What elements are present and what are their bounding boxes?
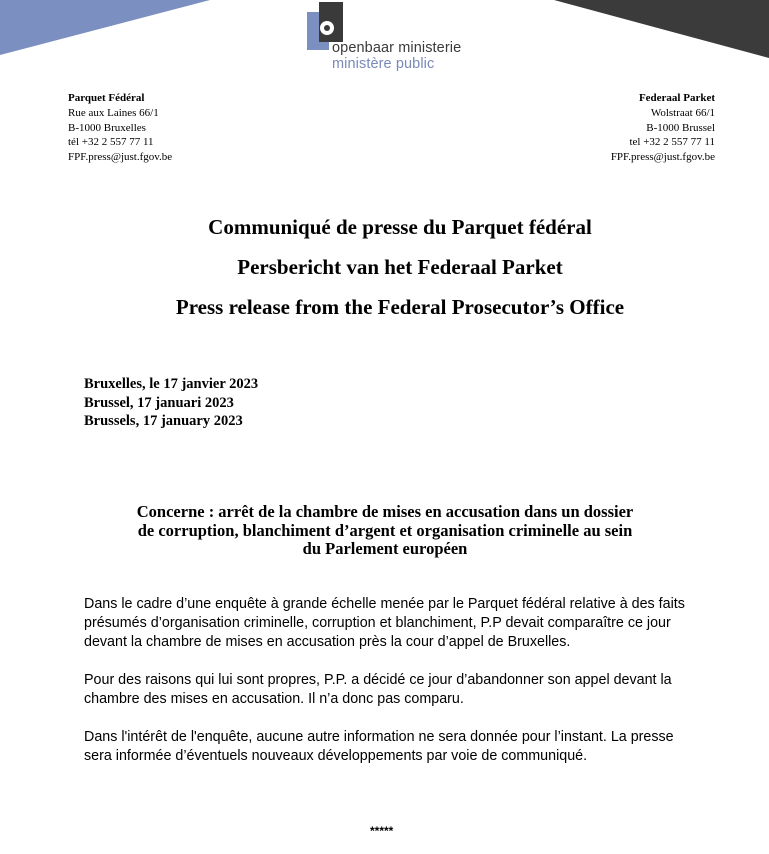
- paragraph-2: [84, 671, 724, 709]
- subject-line-2: de corruption, blanchiment d’argent et organisation criminelle au sein: [137, 520, 633, 540]
- title-nl: Persbericht van het Federaal Parket: [237, 255, 563, 279]
- subject-line-3: du Parlement européen: [302, 539, 468, 558]
- openbaar-ministerie-logo: [305, 2, 485, 74]
- header-accent-left: [0, 0, 210, 58]
- subject-line-1: Concerne : arrêt de la chambre de mises en accusation dans un dossier: [136, 502, 634, 521]
- header-accent-right: [554, 0, 769, 58]
- date-en: Brussels, 17 january 2023: [84, 413, 243, 429]
- press-release-body: [84, 595, 724, 785]
- press-release-titles: [0, 212, 769, 332]
- paragraph-3: [84, 728, 724, 766]
- address-fr-name: Parquet Fédéral: [68, 92, 145, 104]
- paragraph-1-line-2: présumés d’organisation criminelle, corruption et blanchiment, P.P devait comparaître ce jour: [84, 615, 671, 631]
- address-fr-city: B-1000 Bruxelles: [68, 121, 146, 134]
- paragraph-2-line-2: chambre des mises en accusation. Il n’a donc pas comparu.: [84, 691, 464, 707]
- paragraph-3-line-1: Dans l'intérêt de l'enquête, aucune autre information ne sera donnée pour l’instant. La presse: [84, 729, 674, 745]
- paragraph-1-line-1: Dans le cadre d’une enquête à grande échelle menée par le Parquet fédéral relative à des faits: [84, 596, 685, 612]
- address-fr-street: Rue aux Laines 66/1: [68, 106, 159, 119]
- title-en: Press release from the Federal Prosecutor’s Office: [175, 295, 625, 319]
- date-nl: Brussel, 17 januari 2023: [84, 394, 234, 411]
- subject-heading: [80, 503, 690, 559]
- title-fr: Communiqué de presse du Parquet fédéral: [208, 215, 592, 239]
- logo-text-nl: openbaar ministerie: [332, 40, 462, 56]
- address-block-fr: [68, 91, 172, 165]
- date-fr: Bruxelles, le 17 janvier 2023: [84, 376, 259, 392]
- address-fr-tel: tél +32 2 557 77 11: [68, 136, 154, 149]
- paragraph-1: [84, 595, 724, 652]
- address-nl-street: Wolstraat 66/1: [650, 106, 715, 119]
- address-fr-email: FPF.press@just.fgov.be: [68, 151, 173, 164]
- address-nl-tel: tel +32 2 557 77 11: [629, 136, 715, 149]
- address-nl-name: Federaal Parket: [638, 92, 715, 104]
- date-block: [84, 375, 258, 431]
- paragraph-2-line-1: Pour des raisons qui lui sont propres, P.P. a décidé ce jour d’abandonner son appel devant la: [84, 672, 672, 688]
- end-marker: *****: [370, 824, 394, 838]
- paragraph-1-line-3: devant la chambre de mises en accusation près la cour d’appel de Bruxelles.: [84, 634, 571, 650]
- paragraph-3-line-2: sera informée d’éventuels nouveaux développements par voie de communiqué.: [84, 748, 588, 764]
- address-nl-city: B-1000 Brussel: [646, 121, 715, 134]
- address-nl-email: FPF.press@just.fgov.be: [610, 151, 715, 164]
- logo-text-fr: ministère public: [332, 56, 435, 72]
- address-block-nl: [611, 91, 715, 165]
